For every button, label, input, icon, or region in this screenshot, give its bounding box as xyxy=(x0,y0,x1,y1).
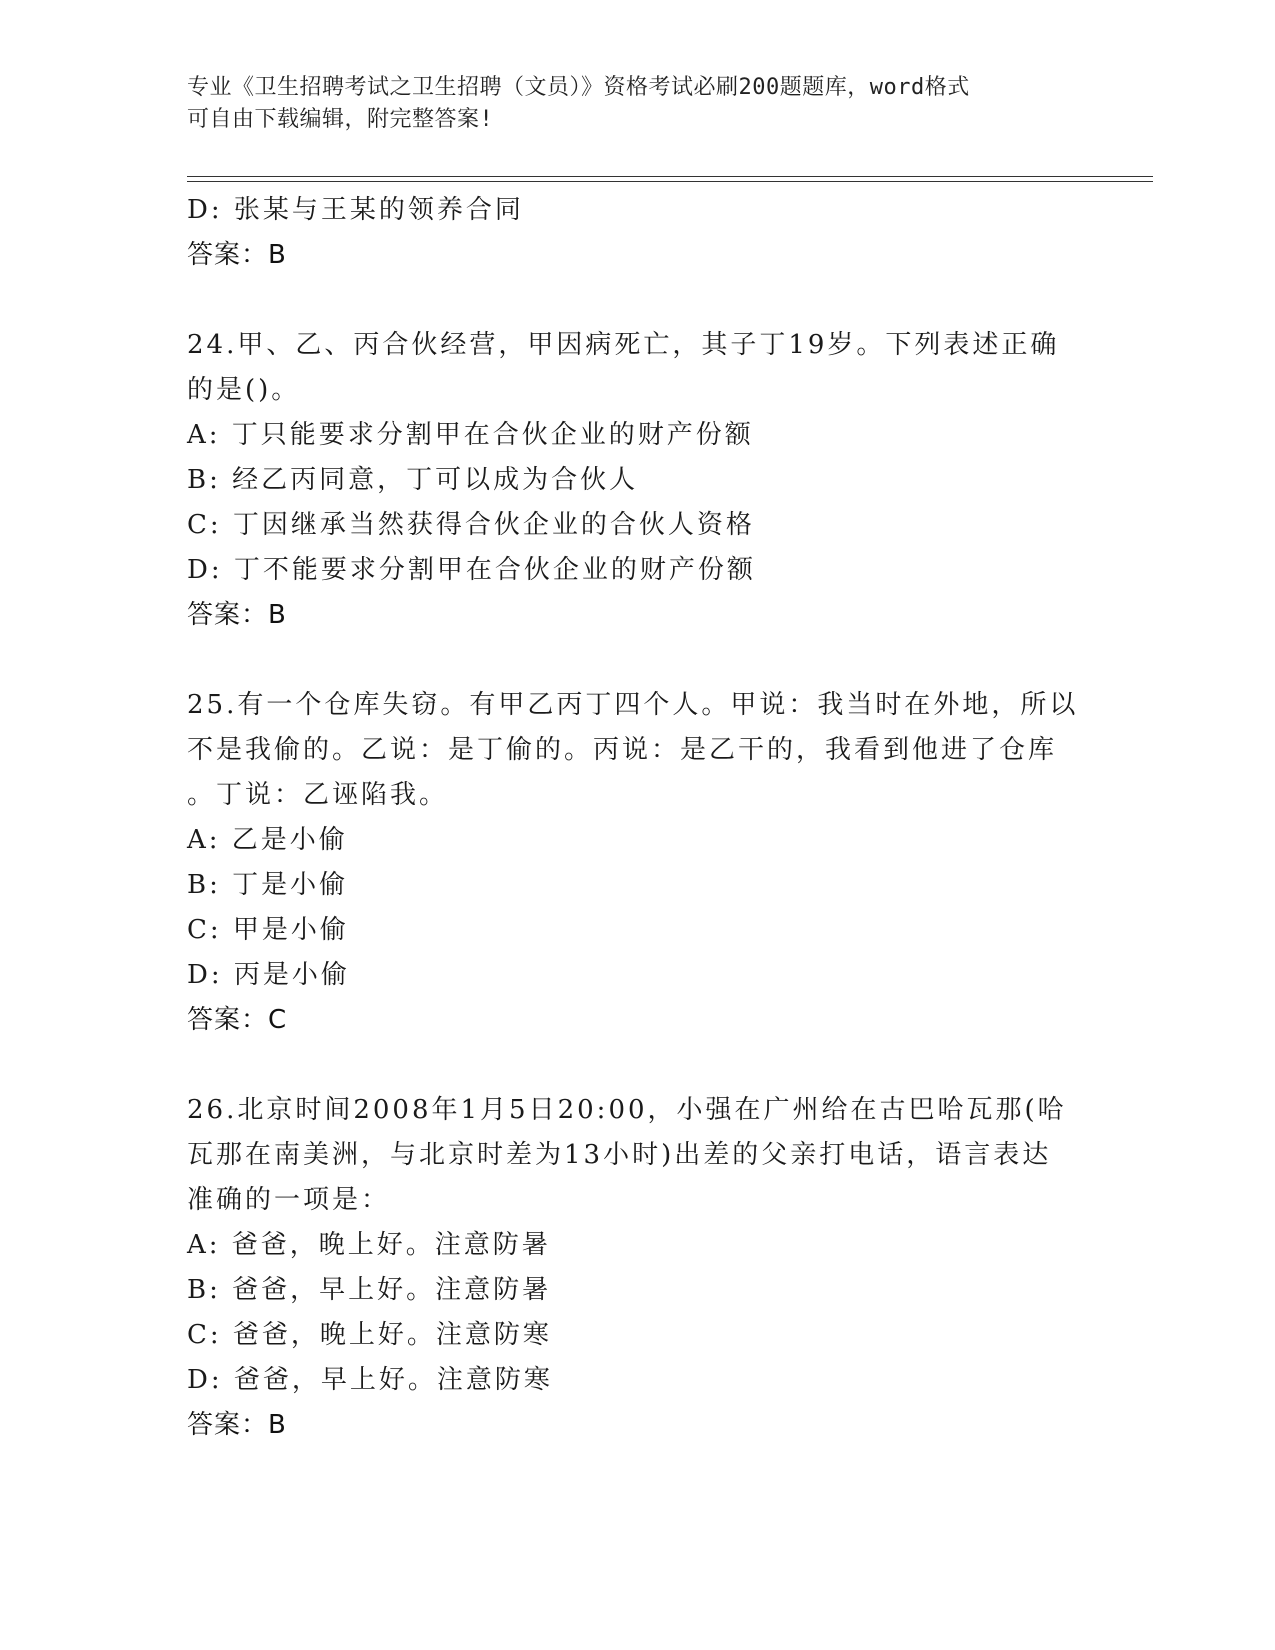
option-d: D: 丙是小偷 xyxy=(187,960,350,990)
option-b: B: 爸爸，早上好。注意防暑 xyxy=(187,1275,552,1305)
option-d: D: 丁不能要求分割甲在合伙企业的财产份额 xyxy=(187,555,756,585)
option-a: A: 丁只能要求分割甲在合伙企业的财产份额 xyxy=(187,420,754,450)
spacer xyxy=(187,638,1087,683)
previous-question-tail xyxy=(187,188,1087,278)
question-25 xyxy=(187,683,1087,1043)
option-d: D: 张某与王某的领养合同 xyxy=(187,195,524,225)
header-line-2: 可自由下载编辑，附完整答案! xyxy=(187,107,494,132)
answer-line: 答案：B xyxy=(187,600,287,630)
question-26 xyxy=(187,1088,1087,1448)
option-a: A: 乙是小偷 xyxy=(187,825,348,855)
spacer xyxy=(187,1043,1087,1088)
question-stem-line: 的是()。 xyxy=(187,375,301,405)
question-stem-line: 瓦那在南美洲，与北京时差为13小时)出差的父亲打电话，语言表达 xyxy=(187,1140,1052,1170)
option-d: D: 爸爸，早上好。注意防寒 xyxy=(187,1365,553,1395)
question-stem-line: 26.北京时间2008年1月5日20:00，小强在广州给在古巴哈瓦那(哈 xyxy=(187,1095,1067,1125)
question-stem-line: 25.有一个仓库失窃。有甲乙丙丁四个人。甲说：我当时在外地，所以 xyxy=(187,690,1079,720)
question-list xyxy=(187,188,1087,1448)
header-line-1: 专业《卫生招聘考试之卫生招聘（文员）》资格考试必刷200题题库，word格式 xyxy=(187,75,970,100)
question-stem-line: 。丁说：乙诬陷我。 xyxy=(187,780,449,810)
question-stem-line: 24.甲、乙、丙合伙经营，甲因病死亡，其子丁19岁。下列表述正确 xyxy=(187,330,1060,360)
option-c: C: 甲是小偷 xyxy=(187,915,349,945)
question-stem-line: 准确的一项是： xyxy=(187,1185,391,1215)
option-a: A: 爸爸，晚上好。注意防暑 xyxy=(187,1230,551,1260)
answer-line: 答案：B xyxy=(187,240,287,270)
answer-line: 答案：B xyxy=(187,1410,287,1440)
question-stem-line: 不是我偷的。乙说：是丁偷的。丙说：是乙干的，我看到他进了仓库 xyxy=(187,735,1058,765)
header-divider-top xyxy=(187,176,1153,177)
question-24 xyxy=(187,323,1087,638)
option-b: B: 经乙丙同意，丁可以成为合伙人 xyxy=(187,465,639,495)
option-c: C: 爸爸，晚上好。注意防寒 xyxy=(187,1320,552,1350)
header-divider-bottom xyxy=(187,181,1153,182)
option-c: C: 丁因继承当然获得合伙企业的合伙人资格 xyxy=(187,510,755,540)
page-header xyxy=(187,72,1067,136)
option-b: B: 丁是小偷 xyxy=(187,870,349,900)
answer-line: 答案：C xyxy=(187,1005,288,1035)
spacer xyxy=(187,278,1087,323)
